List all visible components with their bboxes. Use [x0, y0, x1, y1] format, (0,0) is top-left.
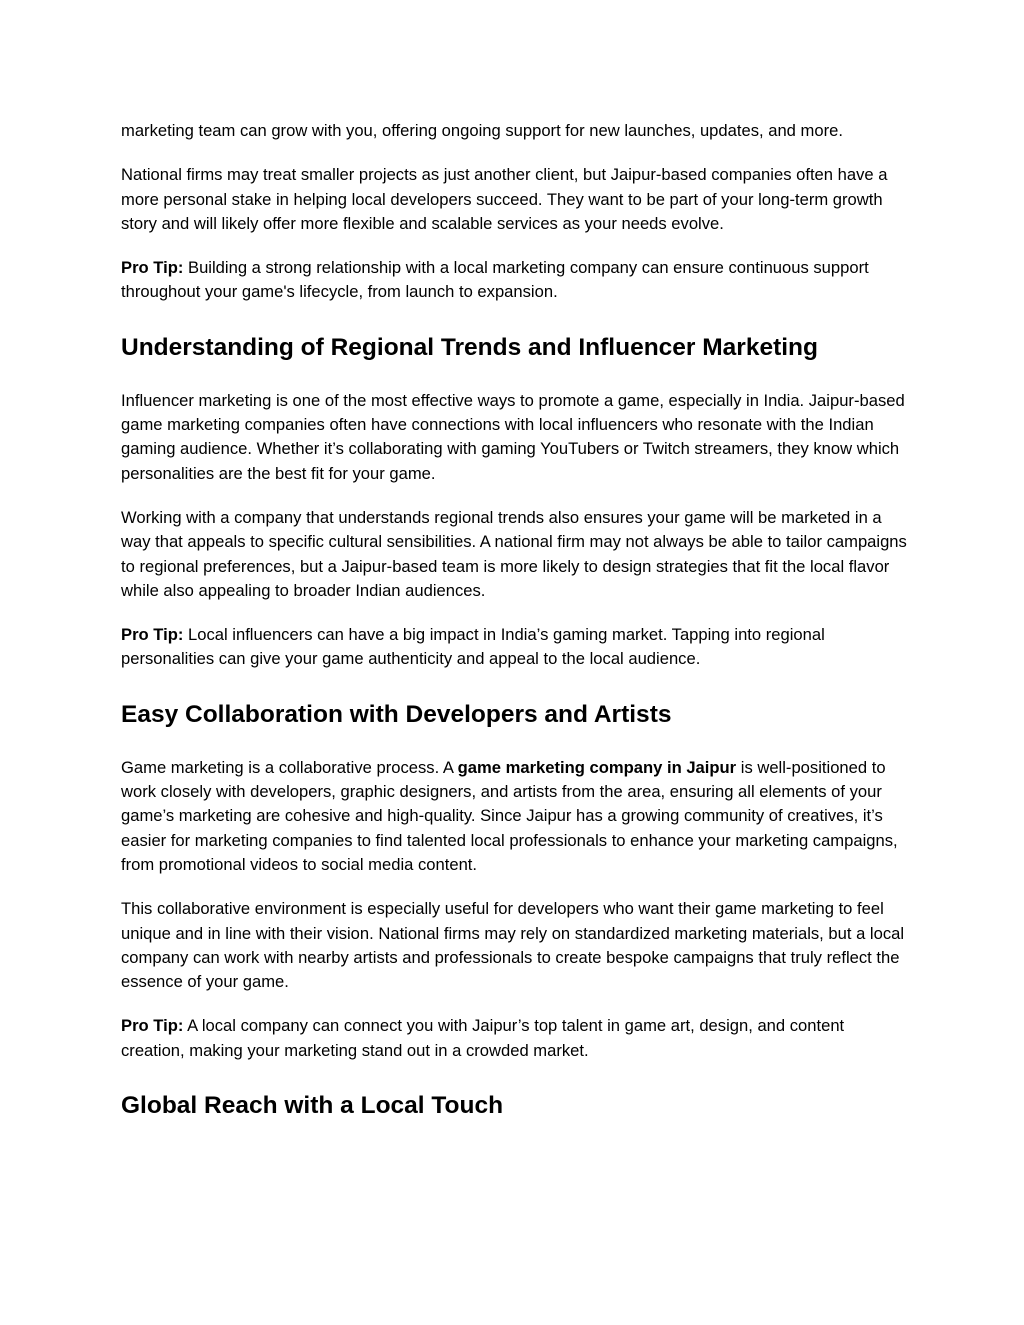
pro-tip — [121, 1014, 911, 1063]
paragraph: marketing team can grow with you, offering ongoing support for new launches, updates, and more. — [121, 121, 843, 140]
paragraph: National firms may treat smaller projects as just another client, but Jaipur-based companies often have a more personal stake in helping local developers succeed. They want to be part of your long-term growth story and will likely offer more flexible and scalable services as your needs evolve. — [121, 165, 888, 233]
paragraph — [121, 756, 911, 877]
bold-keyword: game marketing company in Jaipur — [457, 757, 737, 777]
pro-tip-label: Pro Tip: — [121, 625, 184, 645]
pro-tip-text: Building a strong relationship with a local marketing company can ensure continuous support throughout your game's lifecycle, from launch to expansion. — [121, 258, 869, 302]
pro-tip — [121, 623, 911, 672]
section-heading: Understanding of Regional Trends and Influencer Marketing — [121, 333, 818, 361]
paragraph: Influencer marketing is one of the most effective ways to promote a game, especially in India. Jaipur-based game marketing companies often have connections with local influencers who resonate with the Indian gaming audience. Whether it’s collaborating with gaming YouTubers or Twitch streamers, they know which personalities are the best fit for your game. — [121, 390, 905, 483]
section-heading: Easy Collaboration with Developers and Artists — [121, 700, 672, 728]
paragraph: This collaborative environment is especially useful for developers who want their game marketing to feel unique and in line with their vision. National firms may rely on standardized marketing materials, but a local company can work with nearby artists and professionals to create bespoke campaigns that truly reflect the essence of your game. — [121, 899, 905, 992]
pro-tip-label: Pro Tip: — [121, 1016, 184, 1036]
pro-tip-label: Pro Tip: — [121, 258, 184, 278]
pro-tip-text: A local company can connect you with Jaipur’s top talent in game art, design, and content creation, making your marketing stand out in a crowded market. — [121, 1016, 845, 1060]
section-heading: Global Reach with a Local Touch — [121, 1092, 504, 1120]
pro-tip-text: Local influencers can have a big impact in India’s gaming market. Tapping into regional personalities can give your game authenticity and appeal to the local audience. — [121, 625, 825, 669]
document-page — [121, 119, 911, 1121]
paragraph-text: Game marketing is a collaborative process. A — [121, 757, 458, 777]
paragraph-text: is well-positioned to work closely with developers, graphic designers, and artists from the area, ensuring all elements of your game’s marketing are cohesive and high-quality. Since Jaipur has a growing community of creatives, it’s easier for marketing companies to find talented local professionals to enhance your marketing campaigns, from promotional videos to social media content. — [121, 757, 898, 874]
paragraph: Working with a company that understands regional trends also ensures your game will be marketed in a way that appeals to specific cultural sensibilities. A national firm may not always be able to tailor campaigns to regional preferences, but a Jaipur-based team is more likely to design strategies that fit the local flavor while also appealing to broader Indian audiences. — [121, 507, 907, 600]
pro-tip — [121, 256, 911, 305]
